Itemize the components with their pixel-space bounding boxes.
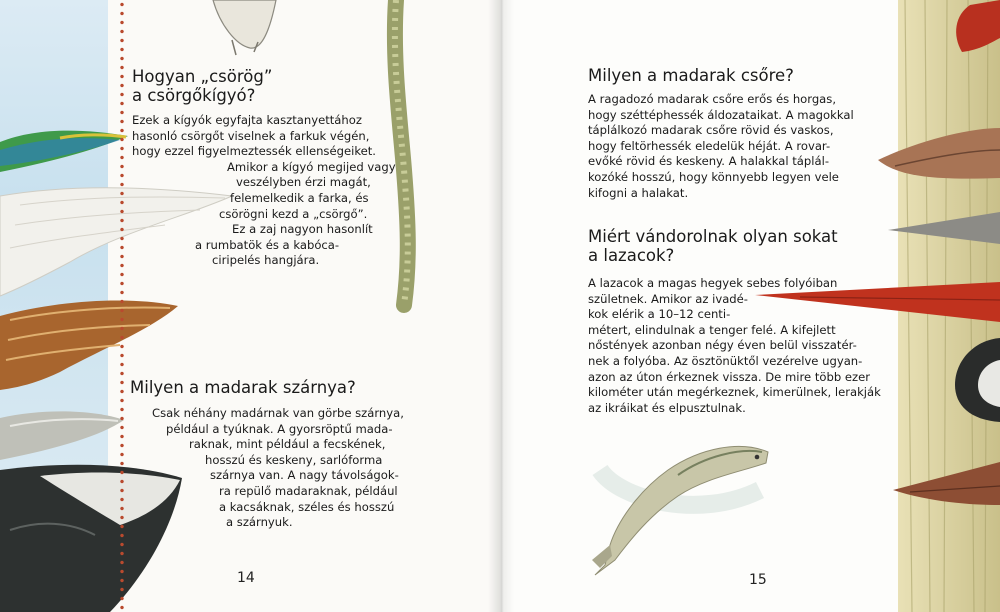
text-line: a szárnyuk. (226, 515, 293, 530)
book-gutter (488, 0, 514, 612)
text-line: evőké rövid és keskeny. A halakkal táplál- (588, 154, 829, 169)
heading-line: Hogyan „csörög” (132, 67, 273, 86)
paragraph-rattlesnake (132, 113, 396, 269)
paragraph-salmon (588, 276, 881, 416)
page-number-right: 15 (749, 572, 767, 588)
text-line: nek a folyóba. Az ösztönüktől vezérelve ugyan- (588, 353, 863, 368)
text-line: Amikor a kígyó megijed vagy (227, 159, 396, 174)
text-line: métert, elindulnak a tenger felé. A kifejlett (588, 322, 836, 337)
paragraph-beaks (588, 92, 854, 201)
text-line: kifogni a halakat. (588, 185, 689, 200)
page-number-left: 14 (237, 570, 255, 586)
heading-line: a csörgőkígyó? (132, 86, 256, 105)
heading-wings (130, 378, 356, 397)
text-line: születnek. Amikor az ivadé- (588, 291, 748, 306)
heading-rattlesnake (132, 67, 272, 105)
text-line: az ikráikat és elpusztulnak. (588, 400, 746, 415)
text-line: például a tyúknak. A gyorsröptű mada- (166, 421, 393, 436)
text-line: felemelkedik a farka, és (230, 190, 369, 205)
text-line: nőstények azonban négy éven belül visszatér- (588, 338, 857, 353)
text-line: táplálkozó madarak csőre rövid és vaskos, (588, 123, 834, 138)
heading-salmon (588, 227, 838, 265)
text-line: ra repülő madaraknak, például (219, 483, 398, 498)
text-line: Csak néhány madárnak van görbe szárnya, (152, 406, 404, 420)
text-line: azon az úton érkeznek vissza. De mire több ezer (588, 369, 870, 384)
right-page (500, 0, 1000, 612)
paragraph-wings (152, 406, 404, 531)
heading-line: Milyen a madarak szárnya? (130, 378, 356, 397)
dotted-border-left (119, 0, 125, 612)
text-line: A ragadozó madarak csőre erős és horgas, (588, 92, 837, 106)
text-line: kilométer után megérkeznek, kimerülnek, lerakják (588, 385, 881, 400)
heading-line: Milyen a madarak csőre? (588, 66, 794, 85)
text-line: veszélyben érzi magát, (236, 175, 371, 190)
text-line: kok elérik a 10–12 centi- (588, 307, 731, 322)
text-line: kozóké hosszú, hogy könnyebb legyen vele (588, 169, 839, 184)
text-line: ciripelés hangjára. (212, 253, 320, 268)
text-line: Ez a zaj nagyon hasonlít (232, 222, 373, 237)
text-line: a rumbatök és a kabóca- (195, 237, 340, 252)
heading-line: a lazacok? (588, 246, 675, 265)
heading-beaks (588, 66, 794, 85)
heading-line: Miért vándorolnak olyan sokat (588, 227, 838, 246)
text-line: hosszú és keskeny, sarlóforma (205, 452, 383, 467)
text-line: hogy feltörhessék eledelük héját. A rovar- (588, 138, 831, 153)
text-line: raknak, mint például a fecskének, (189, 437, 386, 452)
text-line: szárnya van. A nagy távolságok- (210, 468, 399, 483)
text-line: Ezek a kígyók egyfajta kasztanyettához (132, 113, 362, 127)
text-line: hogy ezzel figyelmeztessék ellenségeiket. (132, 144, 376, 159)
text-line: hasonló csörgőt viselnek a farkuk végén, (132, 128, 370, 143)
text-line: A lazacok a magas hegyek sebes folyóiban (588, 276, 838, 290)
text-line: csörögni kezd a „csörgő”. (219, 206, 368, 221)
text-line: hogy széttéphessék áldozataikat. A magokkal (588, 107, 854, 122)
text-line: a kacsáknak, széles és hosszú (219, 499, 395, 514)
